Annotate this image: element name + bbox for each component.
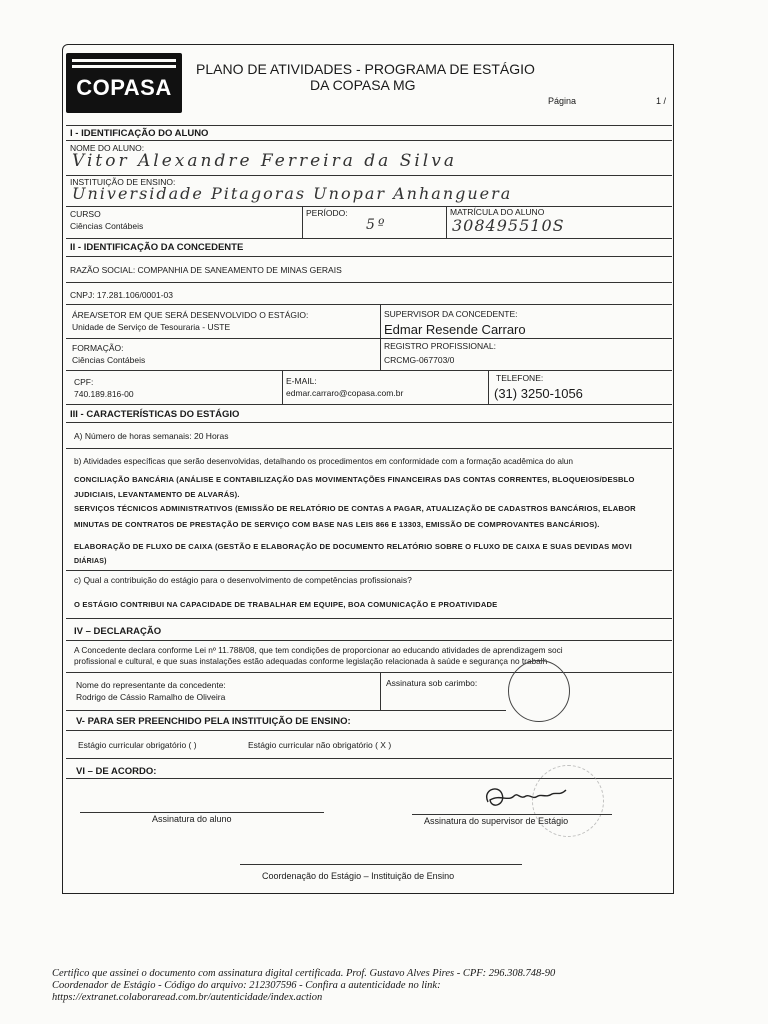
- activity-2-line1: SERVIÇOS TÉCNICOS ADMINISTRATIVOS (EMISSÃO DE RELATÓRIO DE CONTAS A PAGAR, ATUALIZAÇÃO DE CADASTROS BANCÁRIOS, ELABOR: [74, 504, 636, 513]
- optional-internship-option: Estágio curricular não obrigatório ( X ): [248, 740, 392, 750]
- course-label: CURSO: [70, 209, 101, 219]
- supervisor-value: Edmar Resende Carraro: [384, 322, 526, 337]
- area-value: Unidade de Serviço de Tesouraria - USTE: [72, 322, 231, 332]
- email-label: E-MAIL:: [286, 376, 317, 386]
- contribution-answer: O ESTÁGIO CONTRIBUI NA CAPACIDADE DE TRABALHAR EM EQUIPE, BOA COMUNICAÇÃO E PROATIVIDADE: [74, 600, 498, 609]
- weekly-hours: A) Número de horas semanais: 20 Horas: [74, 431, 229, 441]
- cpf-value: 740.189.816-00: [74, 389, 134, 399]
- activity-3-line2: DIÁRIAS): [74, 558, 107, 565]
- phone-label: TELEFONE:: [496, 373, 544, 383]
- formation-value: Ciências Contábeis: [72, 355, 146, 365]
- representative-label: Nome do representante da concedente:: [76, 680, 226, 690]
- register-value: CRCMG-067703/0: [384, 355, 455, 365]
- institution-value: Universidade Pitagoras Unopar Anhanguera: [72, 184, 513, 203]
- company-name: RAZÃO SOCIAL: COMPANHIA DE SANEAMENTO DE MINAS GERAIS: [70, 265, 342, 275]
- supervisor-label: SUPERVISOR DA CONCEDENTE:: [384, 309, 518, 319]
- coordination-signature-label: Coordenação do Estágio – Instituição de Ensino: [262, 871, 455, 881]
- section3-heading: III - CARACTERÍSTICAS DO ESTÁGIO: [70, 409, 240, 420]
- formation-label: FORMAÇÃO:: [72, 343, 124, 353]
- contribution-question: c) Qual a contribuição do estágio para o desenvolvimento de competências profissionais?: [74, 575, 412, 585]
- activity-1-line1: CONCILIAÇÃO BANCÁRIA (ANÁLISE E CONTABILIZAÇÃO DAS MOVIMENTAÇÕES FINANCEIRAS DAS CONTAS CORRENTES, BLOQUEIOS/DESBLO: [74, 475, 635, 484]
- activity-1-line2: JUDICIAIS, LEVANTAMENTO DE ALVARÁS).: [74, 490, 240, 499]
- institution-label: INSTITUIÇÃO DE ENSINO:: [70, 177, 176, 187]
- form-title-line2: DA COPASA MG: [310, 77, 416, 93]
- page-number: 1 /: [656, 96, 667, 106]
- section4-heading: IV – DECLARAÇÃO: [74, 626, 162, 637]
- company-stamp: [508, 660, 570, 722]
- activity-3-line1: ELABORAÇÃO DE FLUXO DE CAIXA (GESTÃO E ELABORAÇÃO DE DOCUMENTO RELATÓRIO SOBRE O FLUXO DE CAIXA E SUAS DEVIDAS MOVI: [74, 542, 632, 551]
- registration-label: MATRÍCULA DO ALUNO: [450, 207, 545, 217]
- area-label: ÁREA/SETOR EM QUE SERÁ DESENVOLVIDO O ESTÁGIO:: [72, 310, 309, 320]
- course-value: Ciências Contábeis: [70, 221, 144, 231]
- mandatory-internship-option: Estágio curricular obrigatório ( ): [78, 740, 197, 750]
- supervisor-stamp: [532, 765, 604, 837]
- stamp-signature-label: Assinatura sob carimbo:: [386, 678, 478, 688]
- section6-heading: VI – DE ACORDO:: [76, 766, 157, 777]
- cpf-label: CPF:: [74, 377, 94, 387]
- copasa-logo: [66, 53, 182, 113]
- declaration-line1: A Concedente declara conforme Lei nº 11.788/08, que tem condições de proporcionar ao educando atividades de aprendizagem soci: [74, 645, 563, 655]
- activities-question: b) Atividades específicas que serão desenvolvidas, detalhando os procedimentos em conformidade com a formação acadêmica do alun: [74, 456, 574, 466]
- declaration-line2: profissional e cultural, e que suas instalações estão adequadas conforme legislação relacionada à saúde e segurança no trabalh: [74, 656, 548, 666]
- student-name-value: Vitor Alexandre Ferreira da Silva: [72, 151, 457, 171]
- representative-name: Rodrigo de Cássio Ramalho de Oliveira: [76, 692, 226, 702]
- company-cnpj: CNPJ: 17.281.106/0001-03: [70, 290, 174, 300]
- certification-line1: Certifico que assinei o documento com assinatura digital certificada. Prof. Gustavo Alves Pires - CPF: 296.308.748-90: [52, 968, 556, 979]
- section1-heading: I - IDENTIFICAÇÃO DO ALUNO: [70, 128, 209, 139]
- period-value: 5º: [366, 217, 388, 233]
- email-value: edmar.carraro@copasa.com.br: [286, 388, 404, 398]
- section2-heading: II - IDENTIFICAÇÃO DA CONCEDENTE: [70, 242, 244, 253]
- form-title-line1: PLANO DE ATIVIDADES - PROGRAMA DE ESTÁGIO: [196, 61, 535, 77]
- phone-value: (31) 3250-1056: [494, 386, 583, 401]
- student-signature-label: Assinatura do aluno: [152, 814, 232, 824]
- register-label: REGISTRO PROFISSIONAL:: [384, 341, 496, 351]
- activity-2-line2: MINUTAS DE CONTRATOS DE PRESTAÇÃO DE SERVIÇO COM BASE NAS LEIS 866 E 13303, EMISSÃO DE COMPROVANTES BANCÁRIOS).: [74, 520, 600, 529]
- supervisor-signature-label: Assinatura do supervisor de Estágio: [424, 816, 569, 826]
- section5-heading: V- PARA SER PREENCHIDO PELA INSTITUIÇÃO DE ENSINO:: [76, 716, 351, 727]
- authenticity-link[interactable]: https://extranet.colaboraread.com.br/autenticidade/index.action: [52, 992, 323, 1003]
- page-label: Página: [548, 96, 577, 106]
- certification-line2: Coordenador de Estágio - Código do arquivo: 212307596 - Confira a autenticidade no link:: [52, 980, 441, 991]
- student-name-label: NOME DO ALUNO:: [70, 143, 145, 153]
- logo-text: COPASA: [76, 75, 172, 100]
- registration-value: 308495510S: [452, 216, 565, 235]
- period-label: PERÍODO:: [306, 208, 348, 218]
